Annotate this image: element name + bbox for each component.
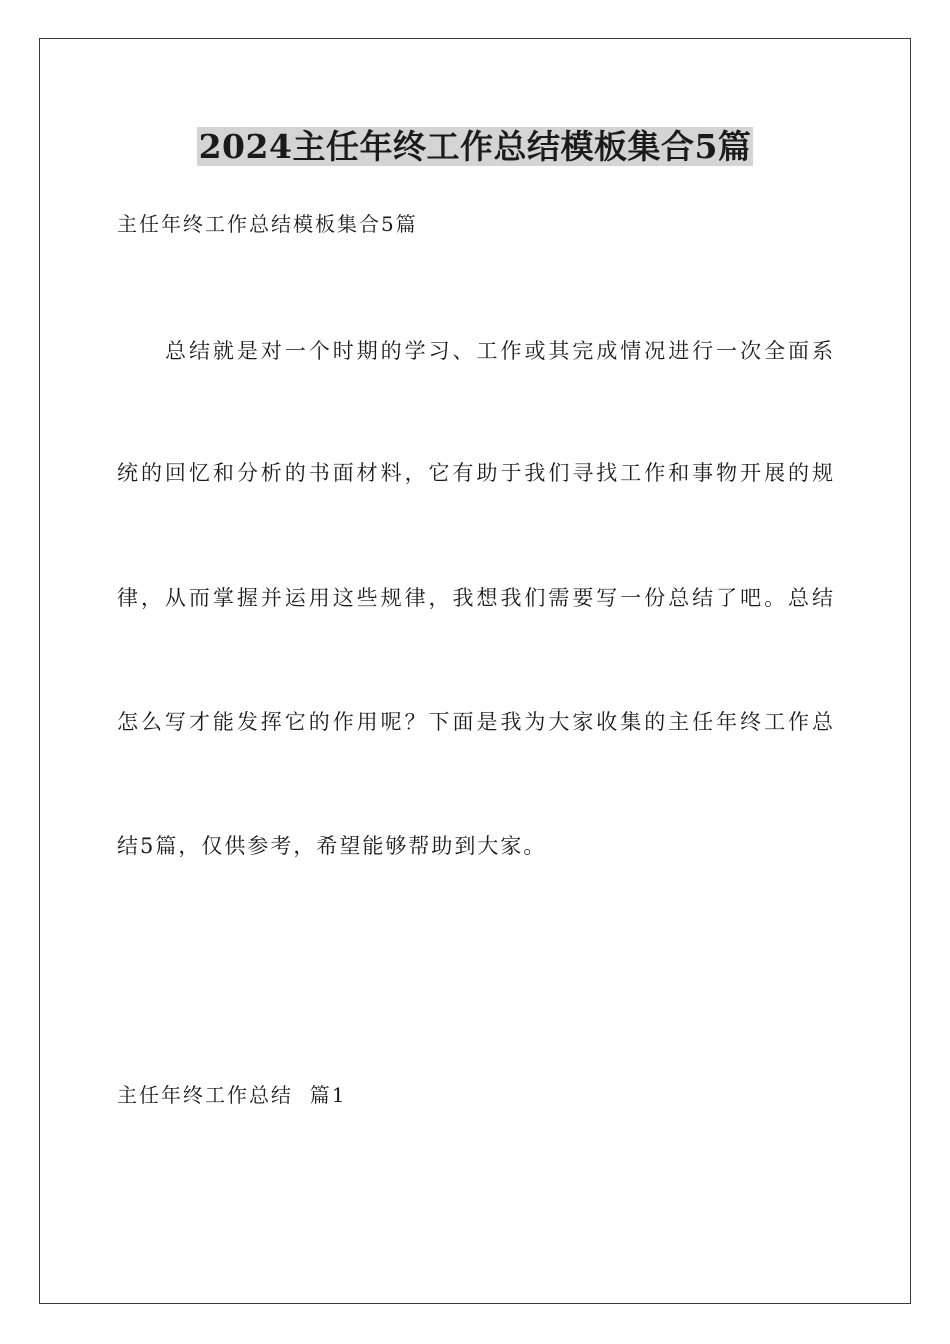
document-subtitle: 主任年终工作总结模板集合5篇 (117, 212, 418, 236)
document-title-text: 2024主任年终工作总结模板集合5篇 (198, 127, 752, 166)
intro-paragraph-line-1: 总结就是对一个时期的学习、工作或其完成情况进行一次全面系 (165, 339, 833, 363)
intro-paragraph-line-3: 律，从而掌握并运用这些规律，我想我们需要写一份总结了吧。总结 (117, 586, 833, 610)
intro-paragraph-line-2: 统的回忆和分析的书面材料，它有助于我们寻找工作和事物开展的规 (117, 461, 833, 485)
intro-paragraph-line-5: 结5篇，仅供参考，希望能够帮助到大家。 (117, 834, 547, 858)
section-heading-1: 主任年终工作总结 篇1 (117, 1083, 347, 1107)
document-title (0, 126, 950, 168)
intro-paragraph-line-4: 怎么写才能发挥它的作用呢？下面是我为大家收集的主任年终工作总 (117, 710, 833, 734)
